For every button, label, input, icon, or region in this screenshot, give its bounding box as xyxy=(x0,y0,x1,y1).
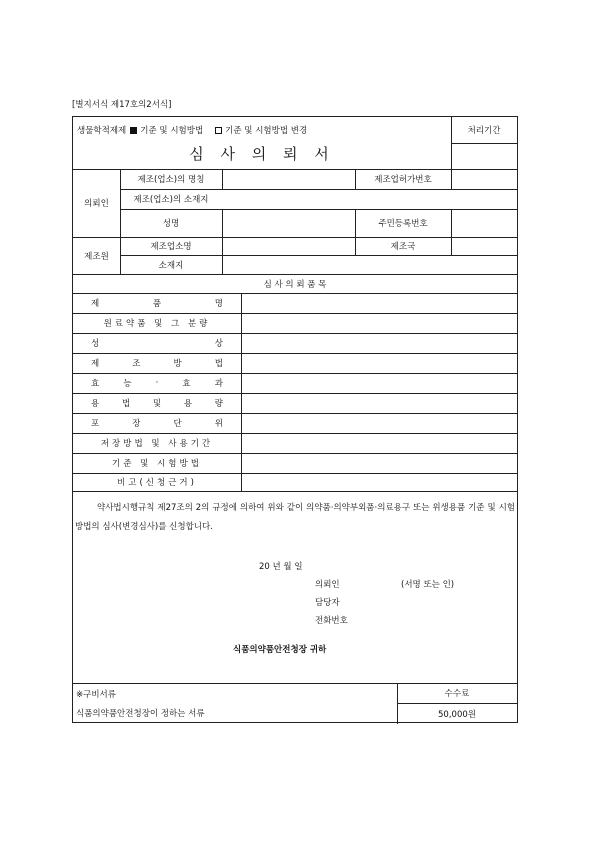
required-documents-label: ※구비서류 xyxy=(76,690,116,700)
resident-number-field[interactable] xyxy=(451,209,517,237)
review-request-form xyxy=(72,116,518,723)
business-name-field[interactable] xyxy=(222,169,355,189)
item-row-field[interactable] xyxy=(241,393,517,413)
form-reference: [별지서식 제17호의2서식] xyxy=(72,100,172,110)
manager-label: 담당자 xyxy=(315,598,340,608)
item-row-field[interactable] xyxy=(241,373,517,393)
item-row-label-part: 위 xyxy=(214,419,223,429)
item-row-label xyxy=(73,313,241,333)
item-row-field[interactable] xyxy=(241,333,517,353)
option-standard-test-method: 기준 및 시험방법 xyxy=(140,126,204,136)
item-row-label xyxy=(73,413,241,433)
item-row-label-part: 명 xyxy=(214,299,223,309)
item-row-field[interactable] xyxy=(241,413,517,433)
name-field[interactable] xyxy=(222,209,355,237)
item-row-label-part: 용 xyxy=(91,399,100,409)
item-row-label-part: 제 xyxy=(91,359,100,369)
fee-value: 50,000원 xyxy=(438,709,476,720)
business-address-label: 제조(업소)의 소재지 xyxy=(133,195,209,205)
license-number-field[interactable] xyxy=(451,169,517,189)
form-title: 심 사 의 뢰 서 xyxy=(189,144,335,163)
item-row-label-part: 장 xyxy=(132,419,141,429)
item-row-field[interactable] xyxy=(241,313,517,333)
item-row-label xyxy=(73,353,241,373)
item-row-label xyxy=(73,333,241,353)
item-row-label-part: 성 xyxy=(91,339,100,349)
application-statement: 약사법시행규칙 제27조의 2의 규정에 의하여 위와 같이 의약품·의약부외품·의료용구 또는 위생용품 기준 및 시험방법의 심사(변경심사)를 신청합니다. xyxy=(75,503,515,532)
item-row-label xyxy=(73,293,241,313)
requester-label: 의뢰인 xyxy=(315,580,340,590)
checkbox-standard-test-method[interactable] xyxy=(130,127,137,134)
required-documents-value: 식품의약품안전청장이 정하는 서류 xyxy=(76,709,205,719)
item-row-field[interactable] xyxy=(241,293,517,313)
item-row-label-part: 비고(신청근거) xyxy=(117,478,197,488)
item-row-label xyxy=(73,433,241,453)
fee-label: 수수료 xyxy=(444,689,470,699)
license-number-label: 제조업허가번호 xyxy=(374,175,432,185)
applicant-section-label: 의뢰인 xyxy=(84,199,109,209)
item-row-field[interactable] xyxy=(241,433,517,453)
item-row-label-part: 방 xyxy=(173,359,182,369)
checkbox-standard-test-method-change[interactable] xyxy=(215,127,222,134)
item-row-label-part: 능 xyxy=(123,379,132,389)
manufacturer-address-field[interactable] xyxy=(222,255,517,274)
item-row-label xyxy=(73,373,241,393)
business-name-label: 제조(업소)의 명칭 xyxy=(137,175,205,185)
item-row-label-part: 효 xyxy=(182,379,191,389)
item-row-field[interactable] xyxy=(241,353,517,373)
item-row-label-part: 과 xyxy=(214,379,223,389)
manufacturer-address-label: 소재지 xyxy=(158,260,184,271)
item-row-label-part: 품 xyxy=(152,299,162,309)
item-row-label-part: 법 xyxy=(121,399,131,409)
resident-number-label: 주민등록번호 xyxy=(378,219,428,229)
item-row-label-part: 량 xyxy=(214,399,223,409)
name-label: 성명 xyxy=(162,219,180,229)
item-row-field[interactable] xyxy=(241,473,517,491)
phone-label: 전화번호 xyxy=(315,616,348,626)
manufacturer-country-field[interactable] xyxy=(451,237,517,255)
form-type-options xyxy=(77,123,307,137)
item-row-label-part: 상 xyxy=(214,339,223,349)
recipient: 식품의약품안전청장 귀하 xyxy=(233,645,327,655)
item-row-label xyxy=(73,393,241,413)
items-section-title: 심 사 의 뢰 품 목 xyxy=(263,279,327,290)
item-row-label-part: 용 xyxy=(183,399,193,409)
processing-period-label: 처리기간 xyxy=(467,126,501,136)
manufacturer-section-label: 제조원 xyxy=(84,251,109,262)
application-date[interactable]: 20 년 월 일 xyxy=(259,562,303,572)
manufacturer-name-label: 제조업소명 xyxy=(150,242,192,252)
item-row-label-part: 포 xyxy=(91,419,100,429)
item-row-label-part: · xyxy=(155,378,159,388)
category-label: 생물학적제제 xyxy=(77,126,127,136)
item-row-label-part: 조 xyxy=(132,359,141,369)
item-row-label xyxy=(73,473,241,491)
manufacturer-name-field[interactable] xyxy=(222,237,355,255)
item-row-label-part: 제 xyxy=(91,299,100,309)
item-row-label-part: 저장방법 및 사용기간 xyxy=(100,439,214,449)
option-standard-test-method-change: 기준 및 시험방법 변경 xyxy=(225,126,308,136)
item-row-field[interactable] xyxy=(241,453,517,473)
business-address-field[interactable] xyxy=(222,189,517,209)
manufacturer-country-label: 제조국 xyxy=(390,242,416,252)
item-row-label-part: 원료약품 및 그 분량 xyxy=(103,319,211,329)
item-row-label-part: 기준 및 시험방법 xyxy=(112,459,202,469)
item-row-label-part: 및 xyxy=(152,399,162,409)
item-row-label-part: 효 xyxy=(91,379,100,389)
signature-note: (서명 또는 인) xyxy=(401,580,455,590)
item-row-label-part: 법 xyxy=(214,359,223,369)
item-row-label-part: 단 xyxy=(173,419,182,429)
item-row-label xyxy=(73,453,241,473)
